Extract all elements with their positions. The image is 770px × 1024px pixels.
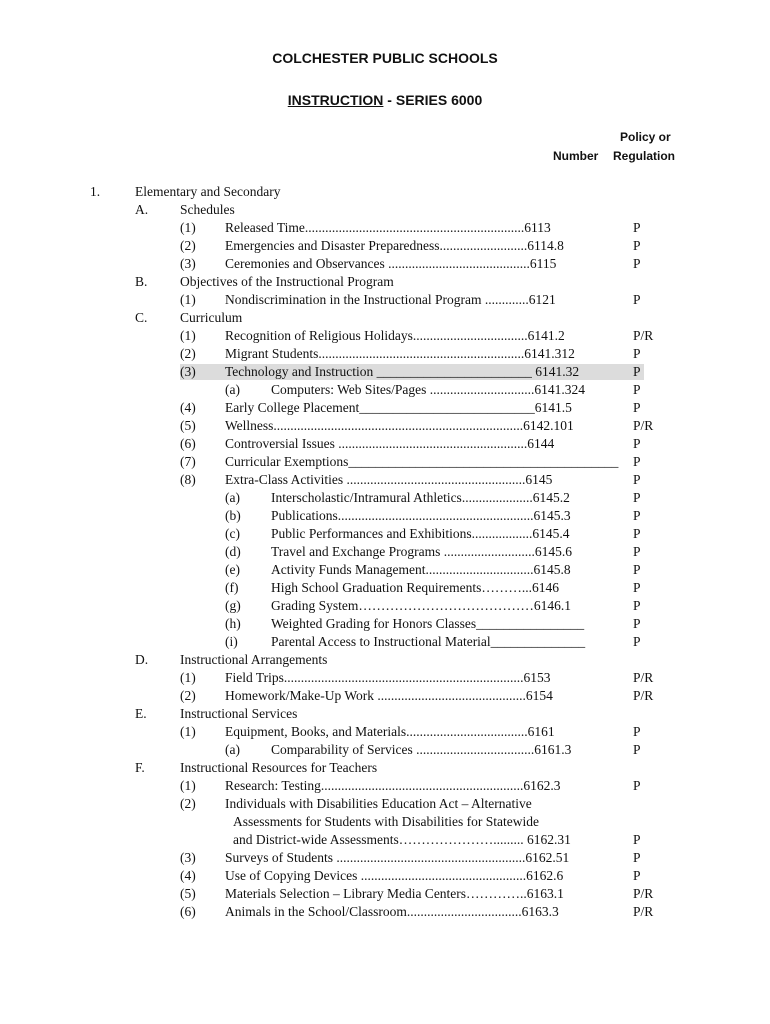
list-item <box>0 615 770 633</box>
item-number: (7) <box>180 454 196 469</box>
item-number: (f) <box>225 580 239 595</box>
item-type: P <box>633 472 641 487</box>
list-item <box>0 255 770 273</box>
item-number: (d) <box>225 544 241 559</box>
item-type: P <box>633 850 641 865</box>
item-number: (2) <box>180 796 196 811</box>
item-title: Technology and Instruction _______________________ 6141.32 <box>225 364 580 379</box>
item-title: Elementary and Secondary <box>135 184 281 199</box>
item-title: Objectives of the Instructional Program <box>180 274 394 289</box>
item-number: (6) <box>180 904 196 919</box>
item-title: Comparability of Services ...................................6161.3 <box>271 742 572 757</box>
list-item <box>0 201 770 219</box>
list-item <box>0 543 770 561</box>
item-type: P/R <box>633 670 654 685</box>
item-title: Nondiscrimination in the Instructional Program .............6121 <box>225 292 556 307</box>
item-title: Curriculum <box>180 310 243 325</box>
list-item <box>0 237 770 255</box>
item-number: (a) <box>225 490 240 505</box>
item-number: (1) <box>180 220 196 235</box>
item-type: P <box>633 778 641 793</box>
series-heading-main: INSTRUCTION <box>287 92 384 108</box>
item-title: and District-wide Assessments…………………......... 6162.31 <box>233 832 571 847</box>
item-title: Instructional Resources for Teachers <box>180 760 378 775</box>
list-item <box>0 453 770 471</box>
list-item <box>0 831 770 849</box>
list-item <box>0 327 770 345</box>
list-item <box>0 723 770 741</box>
list-item <box>0 669 770 687</box>
item-number: (6) <box>180 436 196 451</box>
item-number: (2) <box>180 346 196 361</box>
item-title: Instructional Services <box>180 706 298 721</box>
list-item <box>0 219 770 237</box>
item-number: (4) <box>180 868 196 883</box>
list-item <box>0 489 770 507</box>
list-item <box>0 381 770 399</box>
item-type: P <box>633 580 641 595</box>
item-title: Grading System…………………………………6146.1 <box>271 598 571 613</box>
policy-list <box>0 183 770 921</box>
item-type: P <box>633 382 641 397</box>
item-number: (b) <box>225 508 241 523</box>
list-item <box>0 183 770 201</box>
item-number: (a) <box>225 382 240 397</box>
item-number: (h) <box>225 616 241 631</box>
list-item <box>0 705 770 723</box>
item-type: P <box>633 544 641 559</box>
item-type: P <box>633 346 641 361</box>
item-type: P <box>633 634 641 649</box>
item-type: P <box>633 868 641 883</box>
item-number: (8) <box>180 472 196 487</box>
item-type: P <box>633 562 641 577</box>
list-item <box>0 885 770 903</box>
item-number: (e) <box>225 562 240 577</box>
list-item <box>0 849 770 867</box>
item-number: (4) <box>180 400 196 415</box>
item-number: (1) <box>180 724 196 739</box>
item-number: F. <box>135 760 145 775</box>
item-type: P <box>633 436 641 451</box>
item-type: P <box>633 238 641 253</box>
column-header-policy: Policy or <box>620 130 671 144</box>
item-number: (3) <box>180 364 196 379</box>
item-title: Schedules <box>180 202 235 217</box>
item-type: P <box>633 742 641 757</box>
item-title: Equipment, Books, and Materials....................................6161 <box>225 724 555 739</box>
item-number: (5) <box>180 886 196 901</box>
item-type: P <box>633 526 641 541</box>
item-type: P <box>633 598 641 613</box>
item-title: Interscholastic/Intramural Athletics.....................6145.2 <box>271 490 570 505</box>
item-type: P <box>633 292 641 307</box>
item-number: (3) <box>180 850 196 865</box>
item-title: Extra-Class Activities .....................................................6145 <box>225 472 553 487</box>
list-item <box>0 651 770 669</box>
item-title: Assessments for Students with Disabilities for Statewide <box>233 814 539 829</box>
item-number: E. <box>135 706 147 721</box>
item-title: Instructional Arrangements <box>180 652 328 667</box>
item-number: (3) <box>180 256 196 271</box>
item-number: (1) <box>180 778 196 793</box>
item-title: Surveys of Students ........................................................6162.51 <box>225 850 570 865</box>
item-title: Weighted Grading for Honors Classes________________ <box>271 616 585 631</box>
item-number: (2) <box>180 688 196 703</box>
item-number: B. <box>135 274 148 289</box>
item-type: P <box>633 256 641 271</box>
list-item <box>0 417 770 435</box>
item-type: P <box>633 508 641 523</box>
item-title: Activity Funds Management................................6145.8 <box>271 562 571 577</box>
item-number: 1. <box>90 184 101 199</box>
item-title: Materials Selection – Library Media Centers…………..6163.1 <box>225 886 564 901</box>
item-title: Migrant Students.............................................................6141.312 <box>225 346 575 361</box>
item-number: (5) <box>180 418 196 433</box>
item-title: Animals in the School/Classroom..................................6163.3 <box>225 904 559 919</box>
item-title: Curricular Exemptions________________________________________ <box>225 454 619 469</box>
item-type: P <box>633 832 641 847</box>
item-type: P/R <box>633 904 654 919</box>
item-title: Early College Placement__________________________6141.5 <box>225 400 572 415</box>
item-title: Released Time.................................................................6113 <box>225 220 551 235</box>
column-header-regulation: Regulation <box>613 149 675 163</box>
item-type: P/R <box>633 886 654 901</box>
list-item <box>0 561 770 579</box>
series-heading <box>0 92 770 108</box>
item-title: Publications..........................................................6145.3 <box>271 508 571 523</box>
list-item <box>0 471 770 489</box>
item-title: Travel and Exchange Programs ...........................6145.6 <box>271 544 572 559</box>
list-item <box>0 741 770 759</box>
list-item <box>0 633 770 651</box>
page-title: COLCHESTER PUBLIC SCHOOLS <box>272 50 498 66</box>
list-item <box>0 399 770 417</box>
item-title: Computers: Web Sites/Pages ...............................6141.324 <box>271 382 586 397</box>
item-type: P <box>633 616 641 631</box>
item-number: (1) <box>180 292 196 307</box>
list-item <box>0 687 770 705</box>
item-number: (g) <box>225 598 241 613</box>
item-number: (1) <box>180 328 196 343</box>
list-item <box>0 291 770 309</box>
item-type: P/R <box>633 328 654 343</box>
item-number: (a) <box>225 742 240 757</box>
item-type: P/R <box>633 688 654 703</box>
item-title: Public Performances and Exhibitions..................6145.4 <box>271 526 570 541</box>
item-title: Recognition of Religious Holidays..................................6141.2 <box>225 328 565 343</box>
item-type: P <box>633 364 641 379</box>
item-number: D. <box>135 652 149 667</box>
list-item <box>0 597 770 615</box>
list-item <box>0 273 770 291</box>
list-item <box>0 363 770 381</box>
item-number: (i) <box>225 634 238 649</box>
item-title: Ceremonies and Observances ..........................................6115 <box>225 256 557 271</box>
item-type: P <box>633 454 641 469</box>
item-title: Wellness..........................................................................6142.101 <box>225 418 574 433</box>
item-number: (2) <box>180 238 196 253</box>
item-title: High School Graduation Requirements………...6146 <box>271 580 559 595</box>
item-type: P <box>633 400 641 415</box>
list-item <box>0 309 770 327</box>
item-title: Controversial Issues ........................................................6144 <box>225 436 555 451</box>
item-title: Individuals with Disabilities Education Act – Alternative <box>225 796 532 811</box>
column-header-number: Number <box>553 149 599 163</box>
list-item <box>0 867 770 885</box>
item-number: (c) <box>225 526 240 541</box>
list-item <box>0 903 770 921</box>
list-item <box>0 813 770 831</box>
item-title: Parental Access to Instructional Material______________ <box>271 634 586 649</box>
item-type: P <box>633 490 641 505</box>
item-title: Use of Copying Devices .................................................6162.6 <box>225 868 564 883</box>
item-number: C. <box>135 310 148 325</box>
item-title: Emergencies and Disaster Preparedness..........................6114.8 <box>225 238 564 253</box>
list-item <box>0 507 770 525</box>
item-title: Homework/Make-Up Work ............................................6154 <box>225 688 553 703</box>
list-item <box>0 759 770 777</box>
item-number: A. <box>135 202 149 217</box>
list-item <box>0 435 770 453</box>
item-title: Field Trips.......................................................................6153 <box>225 670 551 685</box>
list-item <box>0 795 770 813</box>
list-item <box>0 579 770 597</box>
list-item <box>0 525 770 543</box>
item-type: P <box>633 220 641 235</box>
item-type: P <box>633 724 641 739</box>
series-heading-rest: - SERIES 6000 <box>383 92 483 108</box>
item-title: Research: Testing............................................................6162.3 <box>225 778 561 793</box>
list-item <box>0 777 770 795</box>
list-item <box>0 345 770 363</box>
item-number: (1) <box>180 670 196 685</box>
item-type: P/R <box>633 418 654 433</box>
